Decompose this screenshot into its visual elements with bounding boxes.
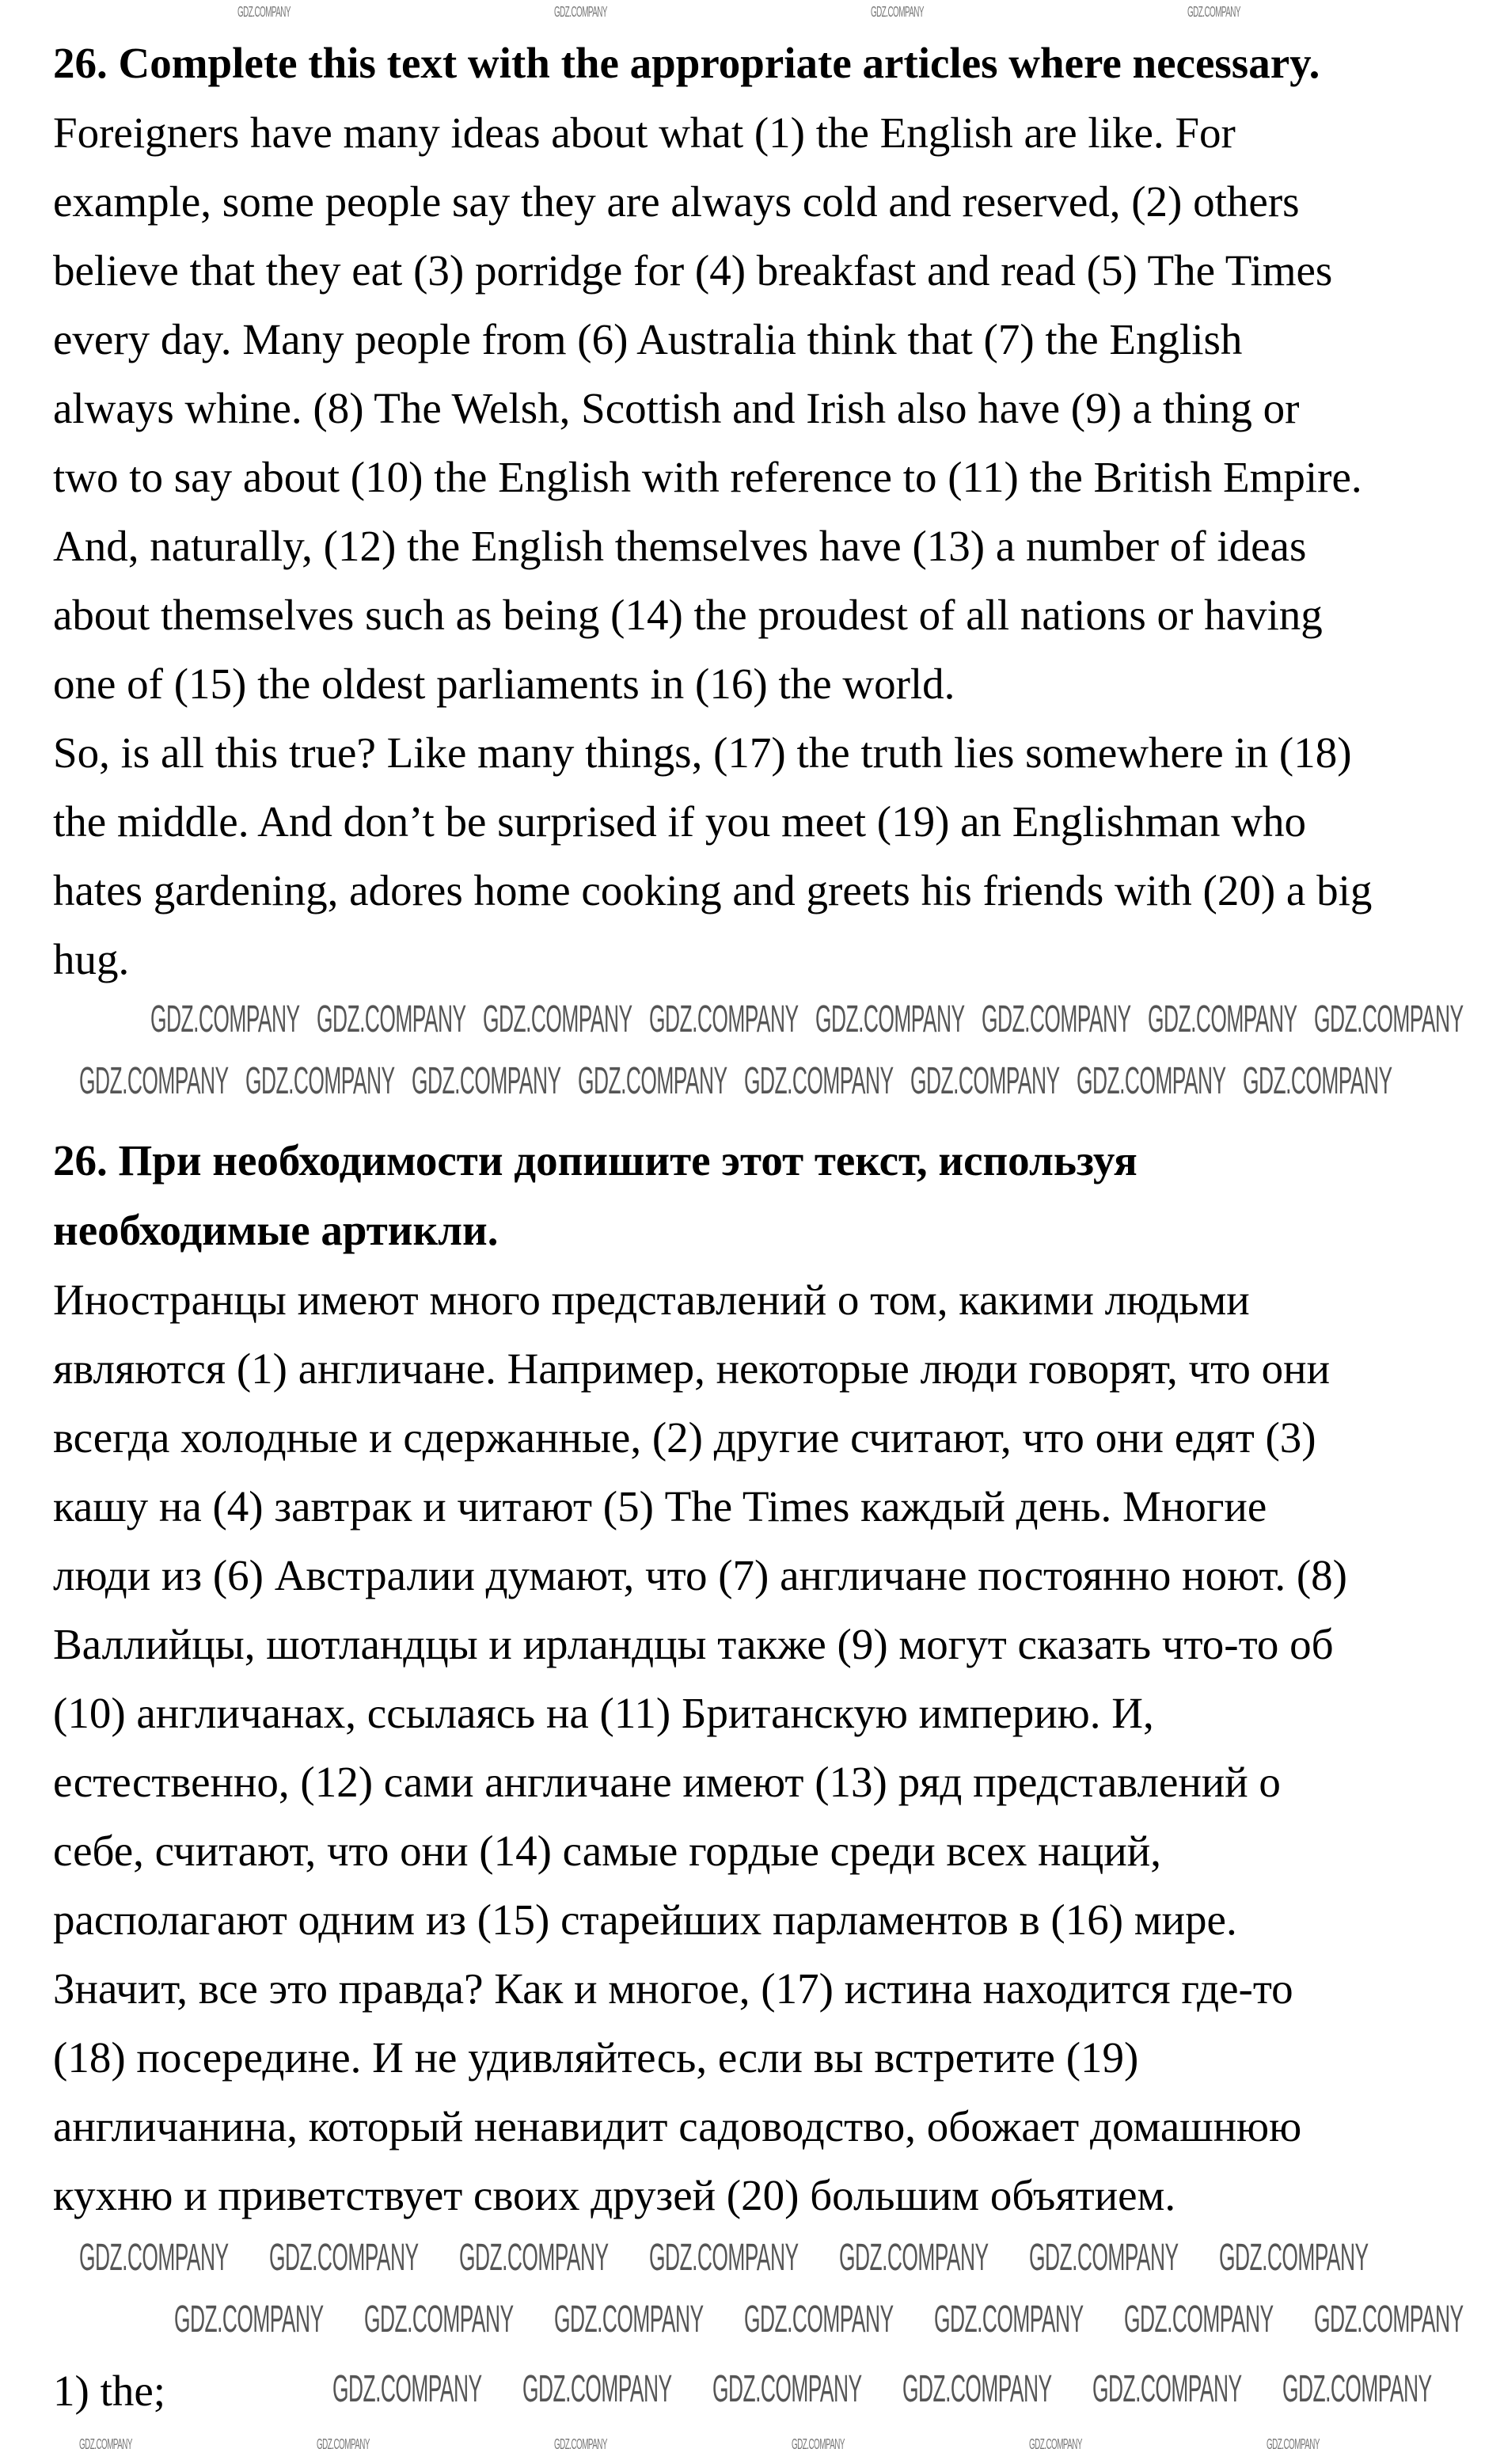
text-line: располагают одним из (15) старейших парламентов в (16) мире. xyxy=(53,1896,1237,1944)
text-line: естественно, (12) сами англичане имеют (13) ряд представлений о xyxy=(53,1758,1281,1806)
watermark: GDZ.COMPANY xyxy=(744,2299,894,2340)
text-line: believe that they eat (3) porridge for (4) breakfast and read (5) The Times xyxy=(53,246,1333,295)
watermark: GDZ.COMPANY xyxy=(1314,2299,1464,2340)
text-line: two to say about (10) the English with reference to (11) the British Empire. xyxy=(53,453,1362,501)
watermark: GDZ.COMPANY xyxy=(871,4,924,20)
watermark: GDZ.COMPANY xyxy=(1029,2237,1179,2279)
text-line: So, is all this true? Like many things, (17) the truth lies somewhere in (18) xyxy=(53,728,1352,777)
text-line: (10) англичанах, ссылаясь на (11) Британскую империю. И, xyxy=(53,1689,1154,1737)
text-line: себе, считают, что они (14) самые гордые среди всех наций, xyxy=(53,1827,1161,1875)
watermark: GDZ.COMPANY xyxy=(554,2436,607,2452)
watermark: GDZ.COMPANY xyxy=(554,2299,704,2340)
text-line: the middle. And don’t be surprised if you meet (19) an Englishman who xyxy=(53,797,1307,846)
watermark: GDZ.COMPANY xyxy=(712,2368,862,2410)
exercise-title-ru: необходимые артикли. xyxy=(53,1206,499,1254)
watermark: GDZ.COMPANY xyxy=(934,2299,1084,2340)
watermark: GDZ.COMPANY xyxy=(910,1060,1060,1102)
text-line: hates gardening, adores home cooking and greets his friends with (20) a big xyxy=(53,866,1373,914)
watermark: GDZ.COMPANY xyxy=(174,2299,324,2340)
text-line: Foreigners have many ideas about what (1) the English are like. For xyxy=(53,108,1236,157)
text-line: about themselves such as being (14) the proudest of all nations or having xyxy=(53,591,1323,639)
text-line: англичанина, который ненавидит садоводство, обожает домашнюю xyxy=(53,2102,1302,2150)
watermark: GDZ.COMPANY xyxy=(79,2436,132,2452)
watermark: GDZ.COMPANY xyxy=(578,1060,727,1102)
watermark: GDZ.COMPANY xyxy=(150,998,300,1040)
text-line: one of (15) the oldest parliaments in (16) the world. xyxy=(53,660,955,708)
text-line: always whine. (8) The Welsh, Scottish and Irish also have (9) a thing or xyxy=(53,384,1300,432)
text-line: Значит, все это правда? Как и многое, (17) истина находится где-то xyxy=(53,1964,1293,2013)
watermark: GDZ.COMPANY xyxy=(792,2436,845,2452)
text-line: every day. Many people from (6) Australia think that (7) the English xyxy=(53,315,1243,363)
watermark: GDZ.COMPANY xyxy=(483,998,632,1040)
exercise-title-en: 26. Complete this text with the appropriate articles where necessary. xyxy=(53,39,1320,87)
watermark: GDZ.COMPANY xyxy=(412,1060,561,1102)
watermark: GDZ.COMPANY xyxy=(79,1060,229,1102)
watermark: GDZ.COMPANY xyxy=(317,2436,370,2452)
watermark: GDZ.COMPANY xyxy=(1124,2299,1274,2340)
watermark: GDZ.COMPANY xyxy=(317,998,466,1040)
watermark: GDZ.COMPANY xyxy=(1243,1060,1392,1102)
watermark: GDZ.COMPANY xyxy=(554,4,607,20)
text-line: Иностранцы имеют много представлений о том, какими людьми xyxy=(53,1276,1250,1324)
text-line: (18) посередине. И не удивляйтесь, если вы встретите (19) xyxy=(53,2033,1139,2082)
watermark: GDZ.COMPANY xyxy=(459,2237,609,2279)
text-line: example, some people say they are always cold and reserved, (2) others xyxy=(53,177,1300,226)
watermark: GDZ.COMPANY xyxy=(1029,2436,1082,2452)
text-line: hug. xyxy=(53,935,130,983)
watermark: GDZ.COMPANY xyxy=(1187,4,1240,20)
text-line: Валлийцы, шотландцы и ирландцы также (9) могут сказать что-то об xyxy=(53,1620,1334,1668)
watermark: GDZ.COMPANY xyxy=(1148,998,1297,1040)
watermark: GDZ.COMPANY xyxy=(1092,2368,1242,2410)
watermark: GDZ.COMPANY xyxy=(79,2237,229,2279)
watermark: GDZ.COMPANY xyxy=(522,2368,672,2410)
watermark: GDZ.COMPANY xyxy=(1282,2368,1432,2410)
text-line: являются (1) англичане. Например, некоторые люди говорят, что они xyxy=(53,1344,1331,1393)
watermark: GDZ.COMPANY xyxy=(269,2237,419,2279)
text-line: всегда холодные и сдержанные, (2) другие считают, что они едят (3) xyxy=(53,1413,1316,1462)
text-line: кухню и приветствует своих друзей (20) большим объятием. xyxy=(53,2171,1176,2219)
text-line: кашу на (4) завтрак и читают (5) The Times каждый день. Многие xyxy=(53,1482,1267,1530)
watermark: GDZ.COMPANY xyxy=(1314,998,1464,1040)
watermark: GDZ.COMPANY xyxy=(245,1060,395,1102)
watermark: GDZ.COMPANY xyxy=(902,2368,1052,2410)
watermark: GDZ.COMPANY xyxy=(744,1060,894,1102)
watermark: GDZ.COMPANY xyxy=(649,2237,799,2279)
watermark: GDZ.COMPANY xyxy=(839,2237,989,2279)
watermark: GDZ.COMPANY xyxy=(1077,1060,1226,1102)
watermark: GDZ.COMPANY xyxy=(815,998,965,1040)
exercise-title-ru: 26. При необходимости допишите этот текст, используя xyxy=(53,1136,1137,1184)
watermark: GDZ.COMPANY xyxy=(1267,2436,1320,2452)
answer-line: 1) the; xyxy=(53,2367,166,2415)
text-line: And, naturally, (12) the English themselves have (13) a number of ideas xyxy=(53,522,1307,570)
watermark: GDZ.COMPANY xyxy=(982,998,1131,1040)
watermark: GDZ.COMPANY xyxy=(649,998,799,1040)
watermark: GDZ.COMPANY xyxy=(364,2299,514,2340)
watermark: GDZ.COMPANY xyxy=(1219,2237,1369,2279)
watermark: GDZ.COMPANY xyxy=(332,2368,482,2410)
text-line: люди из (6) Австралии думают, что (7) англичане постоянно ноют. (8) xyxy=(53,1551,1347,1599)
watermark: GDZ.COMPANY xyxy=(237,4,291,20)
